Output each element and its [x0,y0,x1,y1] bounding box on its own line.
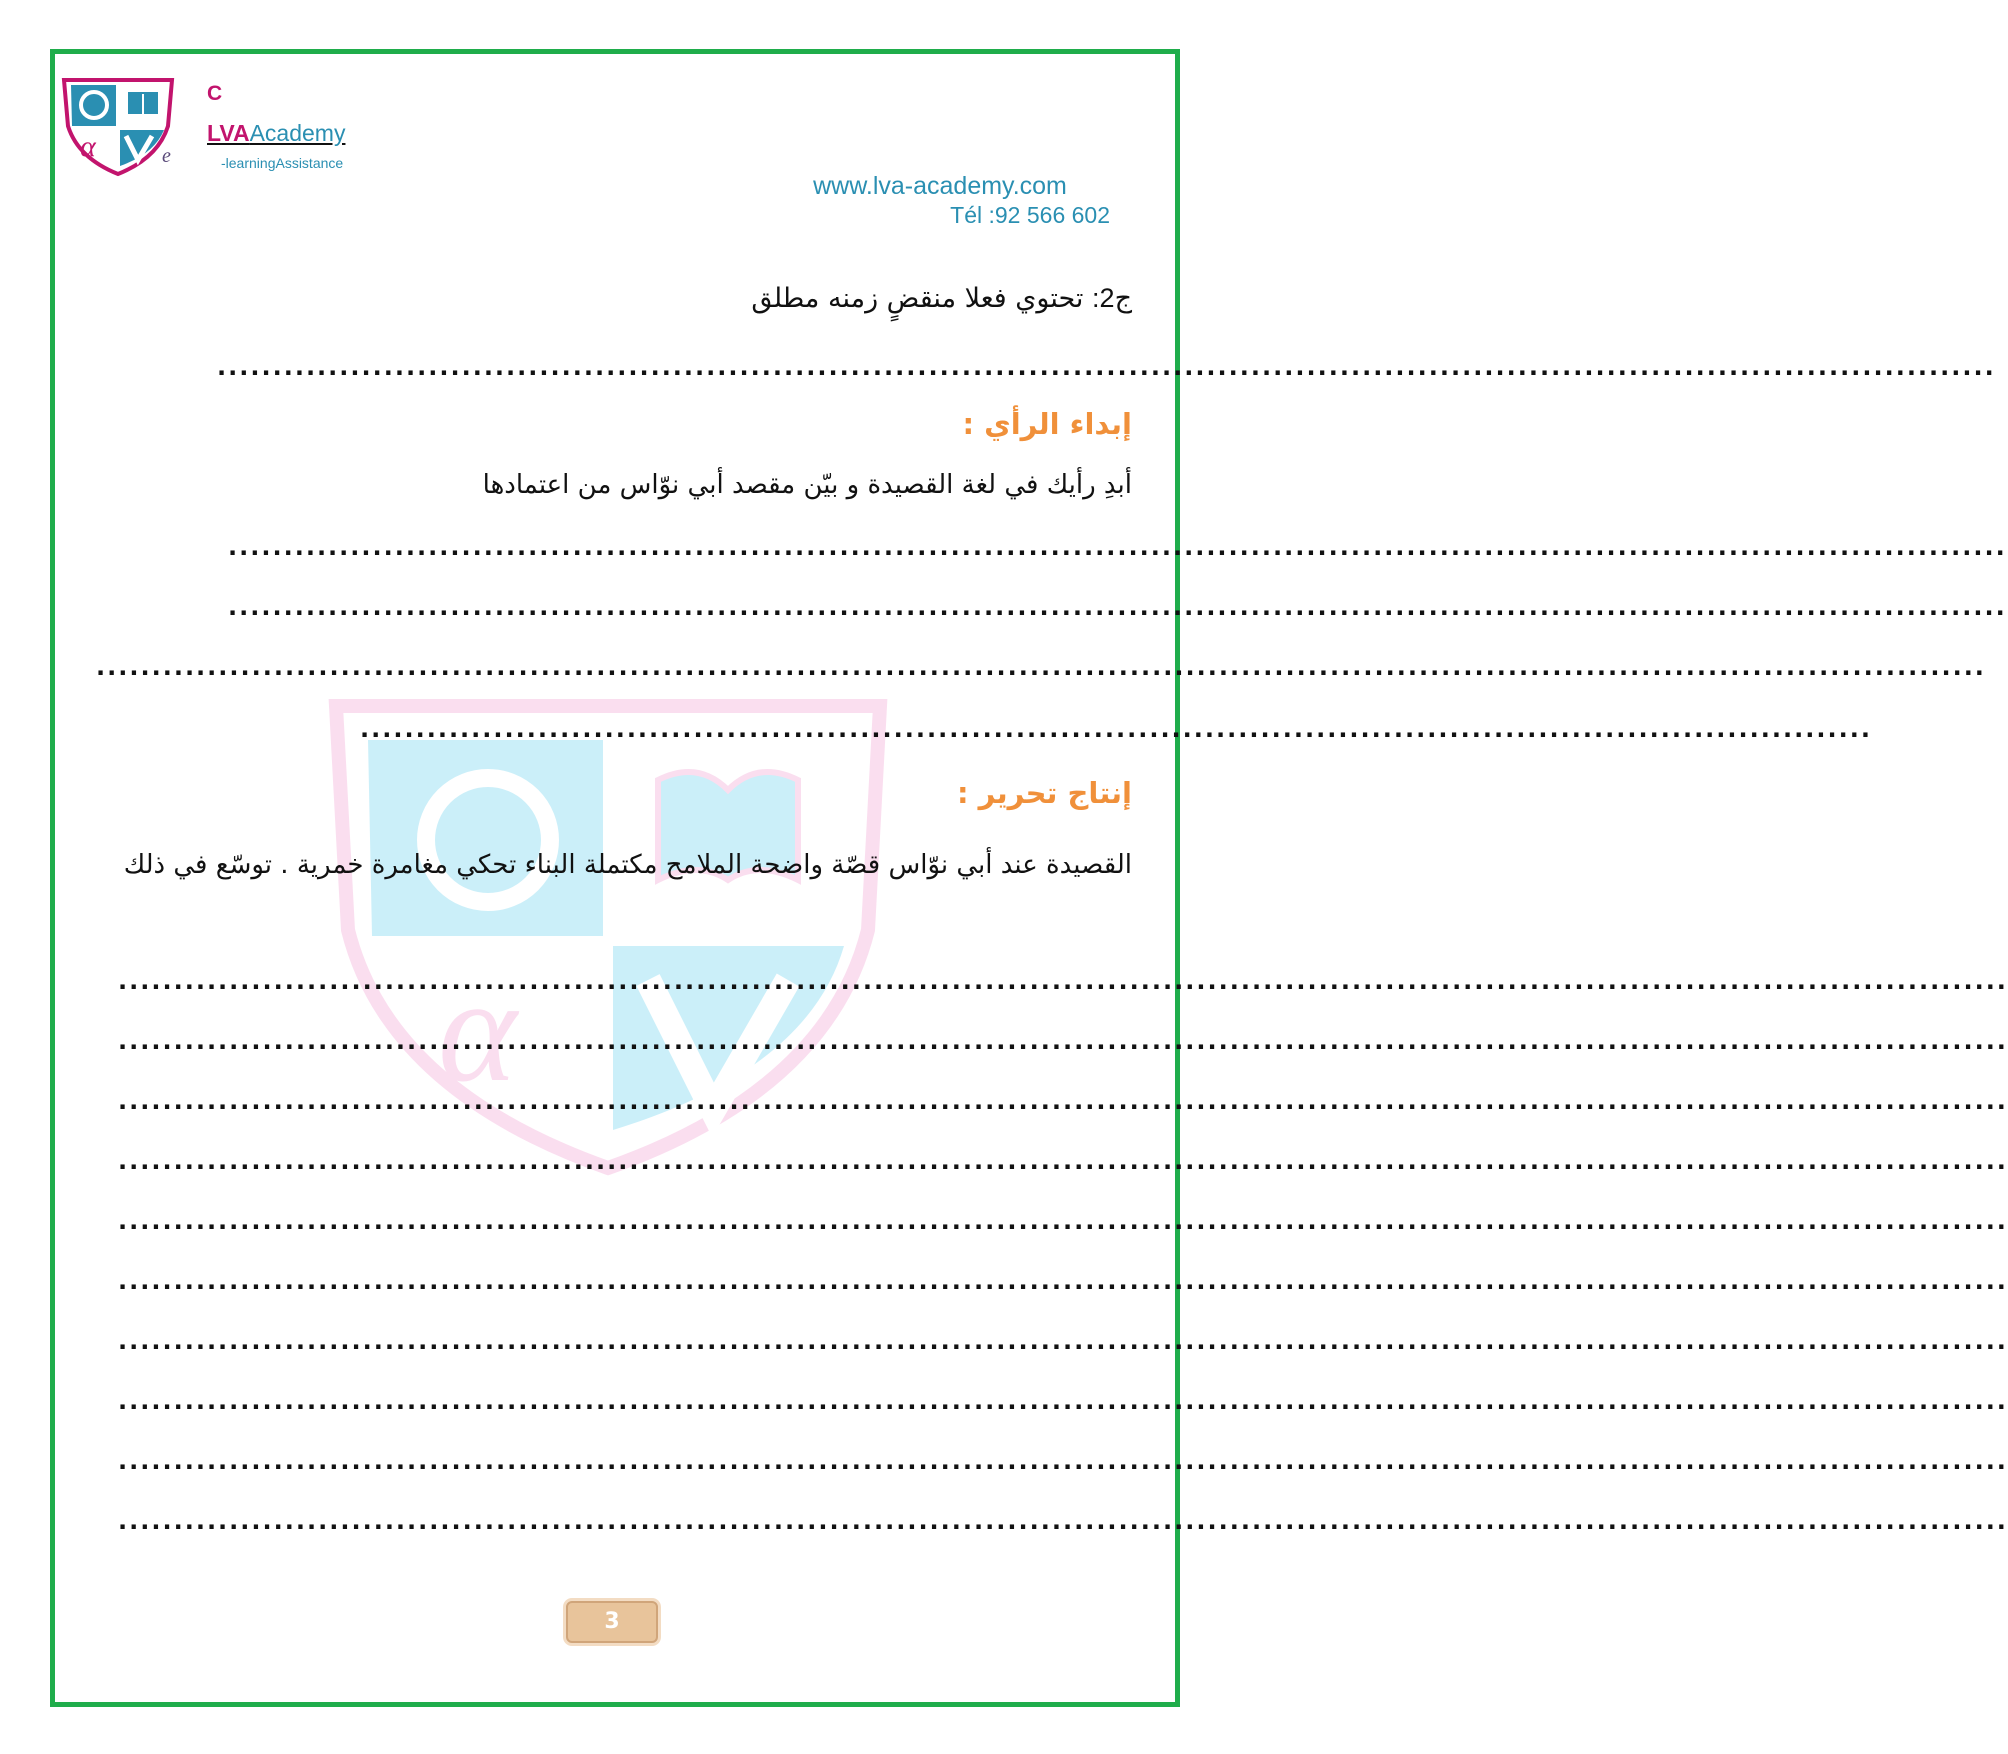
page-number-badge: 3 [566,1601,658,1643]
answer-line[interactable]: ........................................................................................................................................ [360,715,1872,743]
writing-prompt: القصيدة عند أبي نوّاس قصّة واضحة الملامح مكتملة البناء تحكي مغامرة خمرية . توسّع في ذلك [123,850,1132,880]
answer-line[interactable]: .......................................................................................................................................................................... [118,1327,2008,1355]
answer-line[interactable]: ................................................................................................................................................................ [217,353,1996,381]
section-title-opinion: إبداء الرأي : [962,407,1132,441]
brand-name[interactable] [207,120,345,147]
q2-text: تحتوي فعلا منقضٍ زمنه مطلق [751,283,1084,314]
question-2 [751,283,1132,314]
answer-line[interactable]: .......................................................................................................................................................................... [118,1507,2008,1535]
q2-colon: : [1092,283,1100,313]
phone-number: Tél :92 566 602 [950,202,1110,228]
answer-line[interactable]: ................................................................................................................................................................ [228,533,2007,561]
answer-line[interactable]: .......................................................................................................................................................................... [96,653,1986,681]
svg-text:α: α [438,947,517,1113]
answer-line[interactable]: .......................................................................................................................................................................... [118,1267,2008,1295]
brand-c: C [207,82,223,105]
website-link[interactable]: www.lva-academy.com [813,172,1067,200]
q2-prefix: ج [1114,283,1132,314]
answer-line[interactable]: .......................................................................................................................................................................... [118,1207,2008,1235]
brand-lva: LVA [207,120,250,146]
svg-text:α: α [80,130,96,163]
brand-tagline: -learningAssistance [221,155,344,171]
opinion-prompt: أبدِ رأيك في لغة القصيدة و بيّن مقصد أبي نوّاس من اعتمادها [482,470,1132,500]
lva-shield-logo-icon [58,76,178,176]
brand-e: e [162,145,171,167]
answer-line[interactable]: .......................................................................................................................................................................... [118,1087,2008,1115]
answer-line[interactable]: .......................................................................................................................................................................... [118,1027,2008,1055]
brand-academy: Academy [249,120,346,146]
q2-number: 2 [1099,283,1115,313]
answer-line[interactable]: .......................................................................................................................................................................... [118,1387,2008,1415]
answer-line[interactable]: .......................................................................................................................................................................... [118,967,2008,995]
section-title-writing: إنتاج تحرير : [956,776,1132,810]
answer-line[interactable]: .......................................................................................................................................................................... [118,1447,2008,1475]
answer-line[interactable]: ................................................................................................................................................................ [228,593,2007,621]
answer-line[interactable]: .......................................................................................................................................................................... [118,1147,2008,1175]
